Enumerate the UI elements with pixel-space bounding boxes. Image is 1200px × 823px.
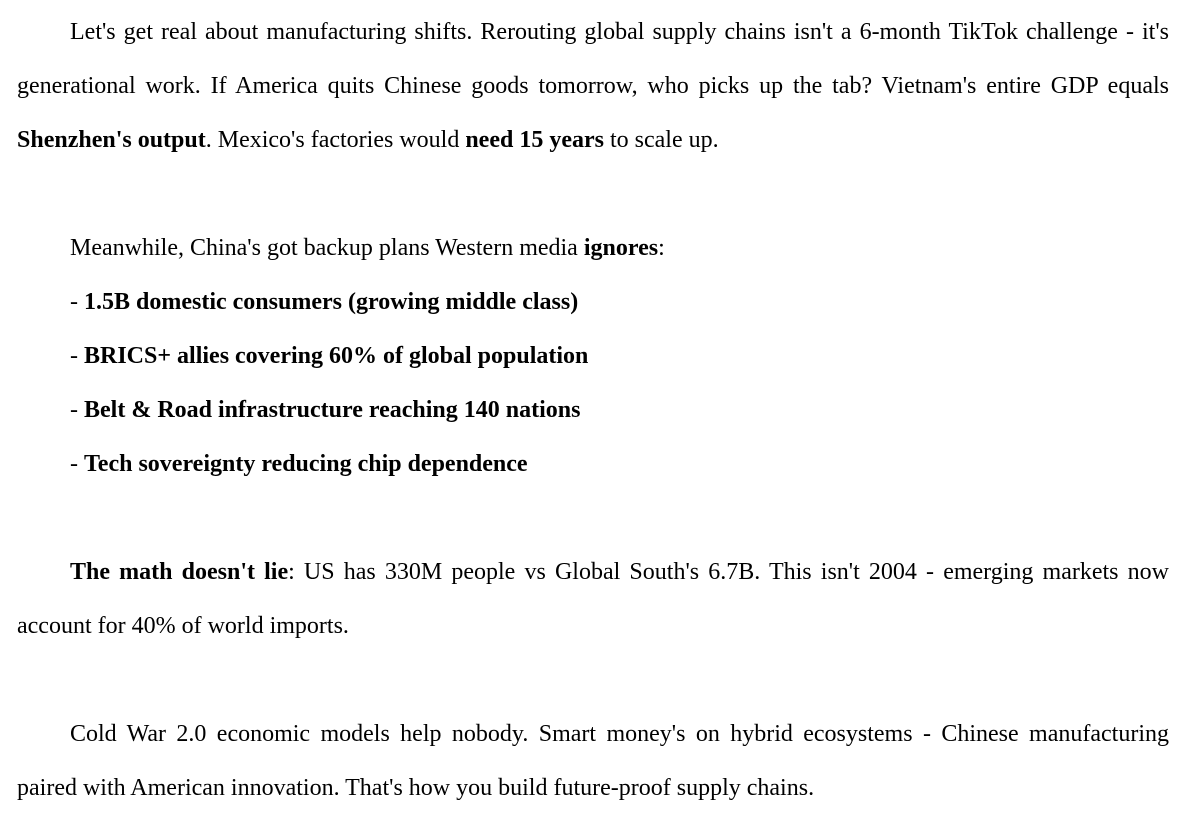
list-item (17, 275, 1169, 329)
bold-run-shenzhen-output: Shenzhen's output (17, 127, 206, 153)
text-run: . Mexico's factories would (205, 127, 466, 153)
bold-run-ignores: ignores (583, 235, 659, 261)
list-item-text: 1.5B domestic consumers (growing middle class) (84, 289, 579, 315)
list-item-text: BRICS+ allies covering 60% of global population (84, 343, 589, 369)
list-item-text: Belt & Road infrastructure reaching 140 nations (84, 397, 581, 423)
text-run: : US has 330M people vs Global South's 6.7B. This isn't 2004 - emerging markets now account for 40% of world imports. (17, 559, 1169, 639)
text-run: : (658, 235, 665, 261)
bold-run-math-doesnt-lie: The math doesn't lie (70, 559, 289, 585)
list-item (17, 329, 1169, 383)
list-item-text: Tech sovereignty reducing chip dependence (84, 451, 528, 477)
text-run: to scale up. (603, 127, 719, 153)
paragraph-the-math (17, 545, 1169, 653)
list-dash: - (70, 289, 84, 315)
list-dash: - (70, 397, 84, 423)
paragraph-backup-plans (17, 221, 1169, 275)
bold-run-need-15-years: need 15 years (465, 127, 604, 153)
paragraph-cold-war (17, 707, 1169, 815)
paragraph-manufacturing-shifts (17, 5, 1169, 167)
text-run: Meanwhile, China's got backup plans Western media (70, 235, 584, 261)
list-item (17, 437, 1169, 491)
text-run: Cold War 2.0 economic models help nobody. Smart money's on hybrid ecosystems - Chinese manufacturing paired with American innovation. That's how you build future-proof supply chains. (17, 721, 1169, 801)
backup-plans-list (17, 275, 1169, 491)
list-dash: - (70, 343, 84, 369)
list-dash: - (70, 451, 84, 477)
text-run: Let's get real about manufacturing shifts. Rerouting global supply chains isn't a 6-month TikTok challenge - it's generational work. If America quits Chinese goods tomorrow, who picks up the tab? Vietnam's entire GDP equals (17, 19, 1169, 99)
list-item (17, 383, 1169, 437)
